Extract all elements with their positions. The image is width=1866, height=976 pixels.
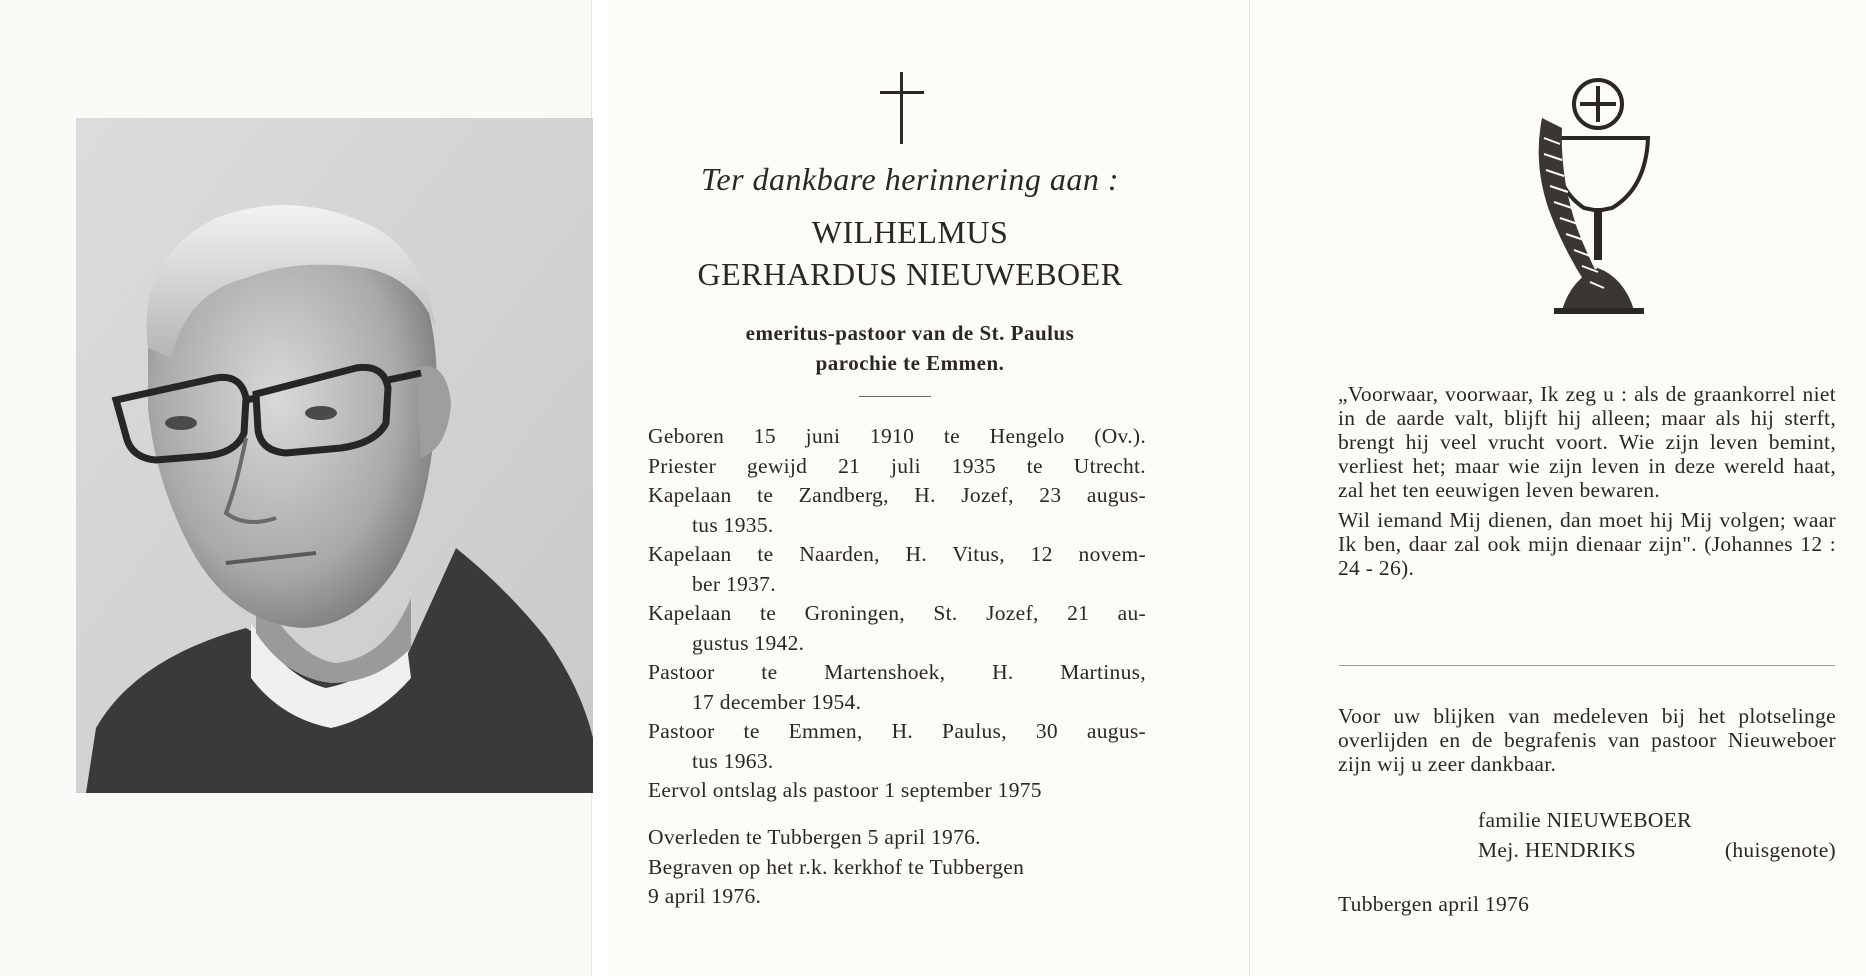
bio-line: tus 1935. [692, 512, 774, 537]
deceased-first-names: WILHELMUS [811, 214, 1009, 250]
bio-line: Priester gewijd 21 juli 1935 te Utrecht. [648, 453, 1146, 478]
bio-line: Kapelaan te Naarden, H. Vitus, 12 novem- [648, 542, 1146, 566]
signature-note: (huisgenote) [1724, 838, 1836, 862]
signature-name: Mej. HENDRIKS [1478, 838, 1636, 862]
divider [1339, 665, 1835, 666]
thanks-text: Voor uw blijken van medeleven bij het plotselinge overlijden en de begrafenis van pastoor Nieuweboer zijn wij u zeer dankbaar. [1338, 704, 1836, 776]
divider [859, 396, 931, 397]
bio-line: Pastoor te Emmen, H. Paulus, 30 augus- [648, 719, 1146, 743]
biography [648, 422, 1146, 806]
signature-family: familie NIEUWEBOER [1478, 808, 1692, 832]
death-details [648, 823, 1146, 912]
bio-line: Kapelaan te Zandberg, H. Jozef, 23 augus- [648, 483, 1146, 507]
portrait-photo [76, 118, 593, 793]
quote-paragraph: Wil iemand Mij dienen, dan moet hij Mij volgen; waar Ik ben, daar zal ook mijn dienaar zijn". (Johannes 12 : 24 - 26). [1338, 508, 1836, 580]
death-line: Overleden te Tubbergen 5 april 1976. [648, 825, 981, 849]
place-date: Tubbergen april 1976 [1338, 892, 1530, 916]
bio-line: ber 1937. [692, 571, 776, 596]
death-line: Begraven op het r.k. kerkhof te Tubbergen [648, 854, 1025, 879]
scripture-quote [1338, 382, 1836, 586]
bio-line: Geboren 15 juni 1910 te Hengelo (Ov.). [648, 424, 1146, 448]
bio-line: Kapelaan te Groningen, St. Jozef, 21 au- [648, 601, 1146, 625]
death-line: 9 april 1976. [648, 884, 762, 908]
bio-line: gustus 1942. [692, 630, 805, 655]
intro-line: Ter dankbare herinnering aan : [701, 161, 1119, 197]
cross-icon [880, 72, 924, 148]
quote-paragraph: „Voorwaar, voorwaar, Ik zeg u : als de graankorrel niet in de aarde valt, blijft hij alleen; maar als hij sterft, brengt hij veel vrucht voort. Wie zijn leven bemint, verliest het; maar wie zijn leven in deze wereld haat, zal het ten eeuwigen leven bewaren. [1338, 382, 1836, 502]
signature-housemate [1478, 838, 1836, 863]
role-line-1: emeritus-pastoor van de St. Paulus [745, 321, 1075, 345]
role-line-2: parochie te Emmen. [815, 351, 1005, 375]
fold-line [1249, 0, 1250, 976]
portrait-illustration [76, 118, 593, 793]
bio-line: Eervol ontslag als pastoor 1 september 1975 [648, 778, 1042, 802]
deceased-names: GERHARDUS NIEUWEBOER [697, 256, 1123, 292]
photo-card [0, 0, 592, 976]
bio-line: 17 december 1954. [692, 689, 862, 714]
bio-line: Pastoor te Martenshoek, H. Martinus, [648, 660, 1146, 684]
bio-line: tus 1963. [692, 748, 774, 773]
chalice-icon [1532, 78, 1664, 322]
